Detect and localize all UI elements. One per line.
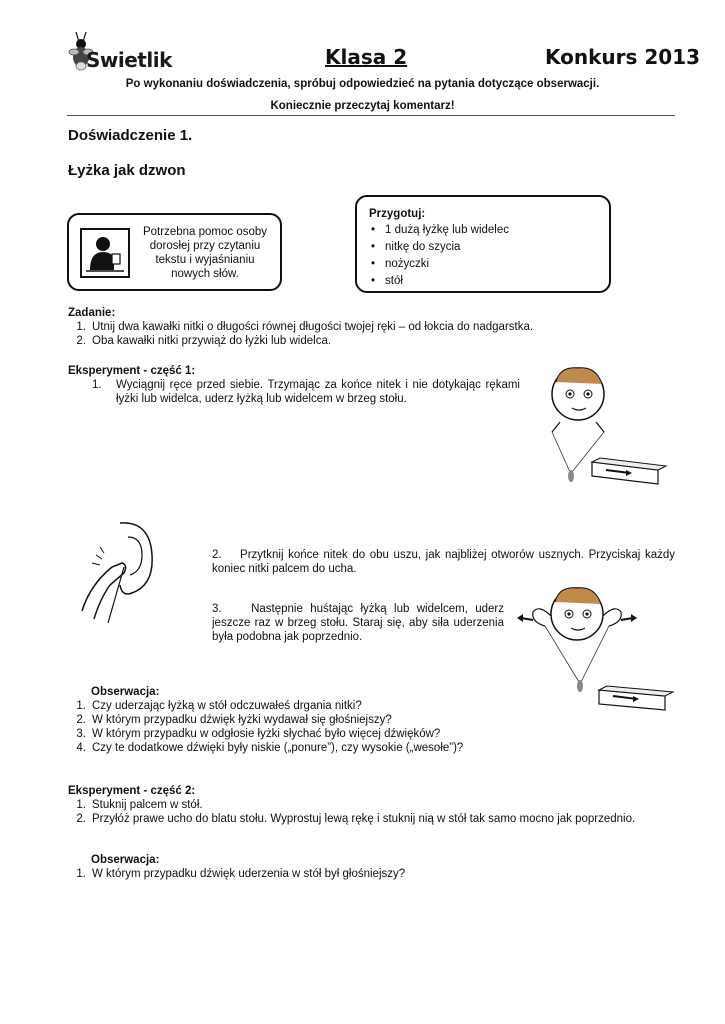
part1-step-3: 3. Następnie huśtając łyżką lub widelcem, uderz jeszcze raz w brzeg stołu. Staraj się, aby siła uderzenia była podobna jak poprzednio. [212,603,504,643]
item-number: 3. [76,728,86,740]
boy-threads-to-ears-icon [515,582,675,717]
logo-text: Swietlik [86,48,172,72]
list-item: • 1 dużą łyżkę lub widelec [369,222,604,239]
item-number: 1. [92,379,102,391]
item-text: Oba kawałki nitki przywiąż do łyżki lub widelca. [92,335,332,347]
list-item [68,867,668,881]
list-item [68,727,528,741]
part1-title: Eksperyment - część 1: [68,365,196,377]
list-item [68,741,528,755]
help-text-line: nowych słów. [171,268,239,280]
help-box [67,213,282,291]
list-item: • nożyczki [369,256,604,273]
observation1-title: Obserwacja: [91,686,160,698]
observation2-title: Obserwacja: [91,854,160,866]
part2-title: Eksperyment - część 2: [68,785,196,797]
class-label: Klasa 2 [325,45,408,69]
list-item [68,713,528,727]
item-text: Czy te dodatkowe dźwięki były niskie („ponure”), czy wysokie („wesołe”)? [92,742,464,754]
experiment-subtitle: Łyżka jak dzwon [68,162,186,179]
item-text: Czy uderzając łyżką w stół odczuwałeś drgania nitki? [92,700,362,712]
reader-person-icon [80,228,130,278]
header-divider [67,115,675,116]
list-item [68,334,668,348]
task-title: Zadanie: [68,307,116,319]
list-item [68,320,668,334]
item-text: W którym przypadku dźwięk uderzenia w stół był głośniejszy? [92,868,406,880]
prepare-title: Przygotuj: [369,208,426,220]
help-text-line: dorosłej przy czytaniu [149,240,261,252]
item-number: 1. [76,321,86,333]
item-text: W którym przypadku dźwięk łyżki wydawał się głośniejszy? [92,714,392,726]
item-text: Wyciągnij ręce przed siebie. Trzymając za końce nitek i nie dotykając rękami łyżki lub widelca, uderz łyżką lub widelcem w brzeg stołu. [116,379,520,405]
contest-label: Konkurs 2013 [545,45,701,69]
instruction-line-2: Koniecznie przeczytaj komentarz! [270,100,455,112]
item-text: W którym przypadku w odgłosie łyżki słychać było więcej dźwięków? [92,728,441,740]
instruction-line-1: Po wykonaniu doświadczenia, spróbuj odpowiedzieć na pytania dotyczące obserwacji. [125,78,600,90]
item-text: Przyłóż prawe ucho do blatu stołu. Wyprostuj lewą rękę i stuknij nią w stół tak samo mocno jak poprzednio. [92,813,636,825]
task-list [68,320,668,348]
help-text-line: tekstu i wyjaśnianiu [155,254,255,266]
list-item: • nitkę do szycia [369,239,604,256]
logo [66,30,176,74]
boy-holding-threads-icon [530,362,670,492]
item-number: 2. [76,714,86,726]
list-item [68,699,528,713]
observation1-list [68,699,528,755]
item-number: 2. [76,813,86,825]
list-item: • stół [369,273,604,290]
item-number: 4. [76,742,86,754]
observation2-list [68,867,668,881]
help-text [135,225,275,281]
part1-step-2: 2. Przytknij końce nitek do obu uszu, jak najbliżej otworów usznych. Przyciskaj każdy koniec nitki palcem do ucha. [212,549,675,575]
part1-step-1 [68,378,520,406]
prepare-list [369,222,604,290]
item-number: 1. [76,868,86,880]
part2-list [68,798,673,826]
finger-on-ear-icon [70,515,160,625]
help-text-line: Potrzebna pomoc osoby [142,226,268,238]
list-item [68,798,673,812]
experiment-title: Doświadczenie 1. [68,127,193,144]
item-text: Stuknij palcem w stół. [92,799,203,811]
item-number: 1. [76,700,86,712]
item-number: 1. [76,799,86,811]
item-number: 2. [76,335,86,347]
prepare-box [355,195,611,293]
list-item [68,812,673,826]
item-text: Utnij dwa kawałki nitki o długości równej długości twojej ręki – od łokcia do nadgarstka. [92,321,534,333]
